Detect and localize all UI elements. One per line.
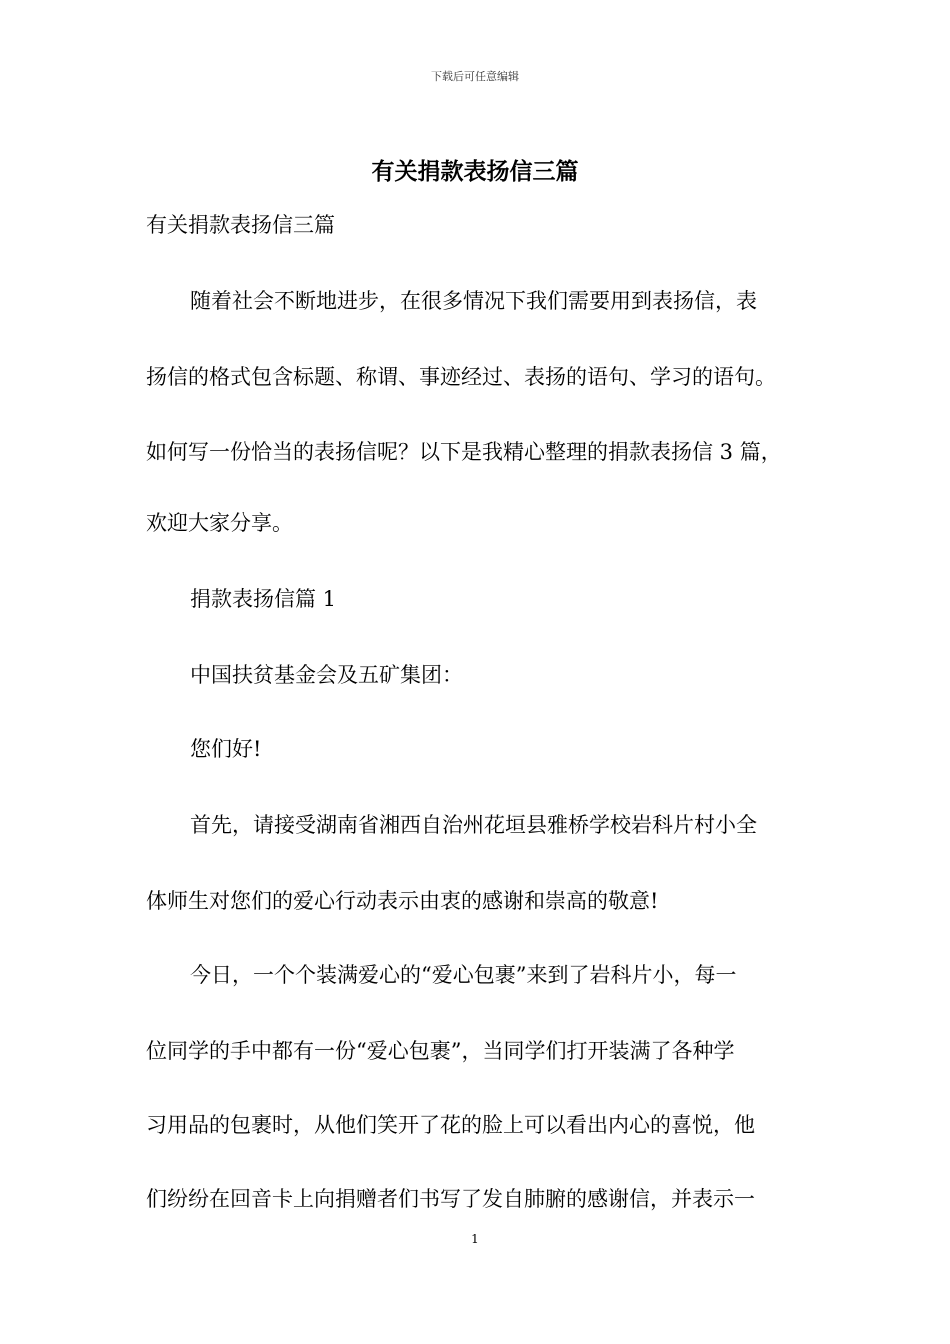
header-note: 下载后可任意编辑 — [431, 70, 519, 83]
greeting-line: 您们好! — [190, 737, 262, 761]
paragraph-line: 习用品的包裹时，从他们笑开了花的脸上可以看出内心的喜悦，他 — [146, 1113, 755, 1137]
salutation-line: 中国扶贫基金会及五矿集团： — [190, 663, 463, 687]
document-title: 有关捐款表扬信三篇 — [371, 158, 579, 185]
subtitle-line: 有关捐款表扬信三篇 — [146, 213, 335, 237]
paragraph-line: 今日，一个个装满爱心的“爱心包裹”来到了岩科片小，每一 — [190, 963, 737, 987]
paragraph-line: 欢迎大家分享。 — [146, 511, 293, 535]
paragraph-line: 扬信的格式包含标题、称谓、事迹经过、表扬的语句、学习的语句。 — [146, 365, 776, 389]
paragraph-line: 随着社会不断地进步，在很多情况下我们需要用到表扬信，表 — [190, 289, 757, 313]
paragraph-line: 位同学的手中都有一份“爱心包裹”，当同学们打开装满了各种学 — [146, 1039, 735, 1063]
paragraph-line: 体师生对您们的爱心行动表示由衷的感谢和崇高的敬意! — [146, 889, 659, 913]
paragraph-line: 首先，请接受湖南省湘西自治州花垣县雅桥学校岩科片村小全 — [190, 813, 757, 837]
paragraph-line: 如何写一份恰当的表扬信呢？以下是我精心整理的捐款表扬信 3 篇， — [146, 440, 782, 464]
section-heading: 捐款表扬信篇 1 — [190, 587, 337, 611]
page-number: 1 — [471, 1232, 479, 1246]
paragraph-line: 们纷纷在回音卡上向捐赠者们书写了发自肺腑的感谢信，并表示一 — [146, 1187, 755, 1211]
